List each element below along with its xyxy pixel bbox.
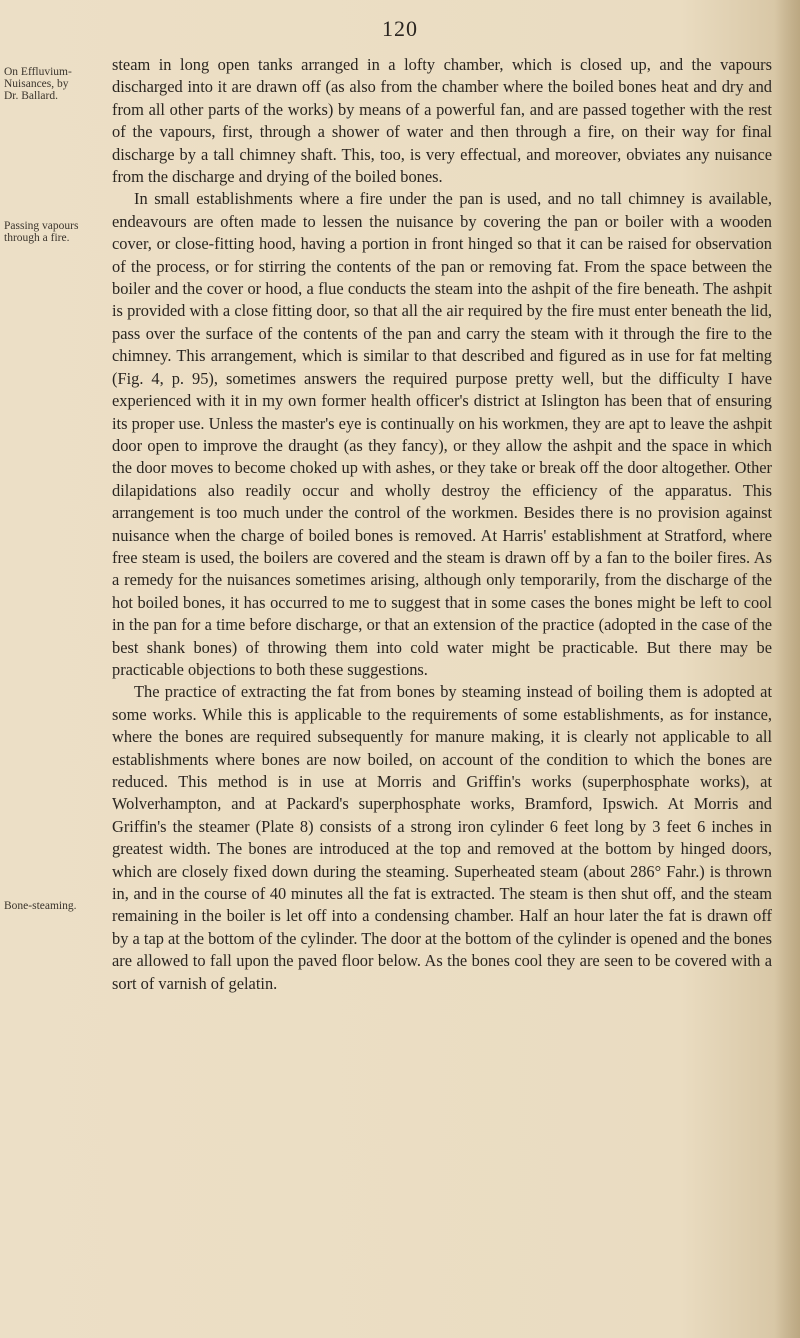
margin-note-effluvium: On Effluvium- Nuisances, by Dr. Ballard. [4,66,72,102]
page-number: 120 [382,16,418,41]
body-text [112,54,772,995]
paragraph-bone-steaming: The practice of extracting the fat from bones by steaming instead of boiling them is adopted at some works. While this is applicable to the requirements of some establishments, as for instance, where the bones are required subsequently for manure making, it is clearly not applicable to all establishments where bones are now boiled, on account of the condition to which the bones are reduced. This method is in use at Morris and Griffin's works (superphosphate works), at Wolverhampton, and at Packard's superphosphate works, Bramford, Ipswich. At Morris and Griffin's the steamer (Plate 8) consists of a strong iron cylinder 6 feet long by 3 feet 6 inches in greatest width. The bones are introduced at the top and removed at the bottom by hinged doors, which are closely fixed down during the steaming. Superheated steam (about 286° Fahr.) is thrown in, and in the course of 40 minutes all the fat is extracted. The steam is then shut off, and the steam remaining in the boiler is let off into a condensing chamber. Half an hour later the fat is drawn off by a tap at the bottom of the cylinder. The door at the bottom of the cylinder is opened and the bones are allowed to fall upon the paved floor below. As the bones cool they are seen to be covered with a sort of varnish of gelatin. [112,682,772,993]
margin-note-passing-vapours: Passing vapours through a fire. [4,220,79,244]
margin-note-bone-steaming: Bone-steaming. [4,900,77,912]
page-edge-shadow [774,0,800,1338]
paragraph-steam-tanks: steam in long open tanks arranged in a lofty chamber, which is closed up, and the vapours discharged into it are drawn off (as also from the chamber where the boiled bones heat and dry and from all other parts of the works) by means of a powerful fan, and are passed together with the rest of the vapours, first, through a shower of water and then through a fire, on their way for final discharge by a tall chimney shaft. This, too, is very effectual, and moreover, obviates any nuisance from the discharge and drying of the boiled bones. [112,55,772,187]
paragraph-small-establishments: In small establishments where a fire under the pan is used, and no tall chimney is available, endeavours are often made to lessen the nuisance by covering the pan or boiler with a wooden cover, or close-fitting hood, having a portion in front hinged so that it can be raised for observation of the process, or for stirring the contents of the pan or removing fat. From the space between the boiler and the cover or hood, a flue conducts the steam into the ashpit of the fire beneath. The ashpit is provided with a close fitting door, so that all the air required by the fire must enter beneath the lid, pass over the surface of the contents of the pan and carry the steam with it through the fire to the chimney. This arrangement, which is similar to that described and figured as in use for fat melting (Fig. 4, p. 95), sometimes answers the required purpose pretty well, but the difficulty I have experienced with it in my own former health officer's district at Islington has been that of ensuring its proper use. Unless the master's eye is continually on his workmen, they are apt to leave the ashpit door open to improve the draught (as they fancy), or they allow the ashpit and the space in which the door moves to become choked up with ashes, or they take or break off the door altogether. Other dilapidations also readily occur and wholly destroy the efficiency of the apparatus. This arrangement is too much under the control of the workmen. Besides there is no provision against nuisance when the charge of boiled bones is removed. At Harris' establishment at Stratford, where free steam is used, the boilers are covered and the steam is drawn off by a fan to the boiler fires. As a remedy for the nuisances sometimes arising, although only temporarily, from the discharge of the hot boiled bones, it has occurred to me to suggest that in some cases the bones might be left to cool in the pan for a time before discharge, or that an extension of the practice (adopted in the case of the best shank bones) of throwing them into cold water might be practicable. But there may be practicable objections to both these suggestions. [112,189,772,679]
